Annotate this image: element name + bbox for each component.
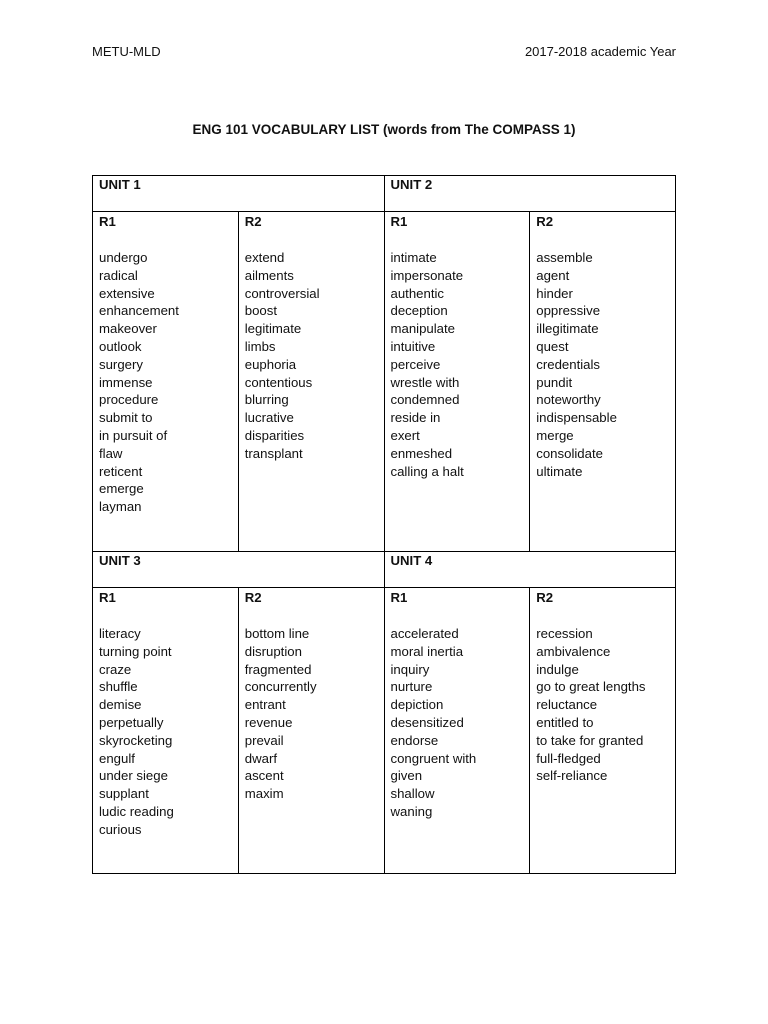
vocab-word: boost xyxy=(244,303,278,319)
vocab-word: layman xyxy=(99,499,142,515)
word-list xyxy=(99,249,238,516)
vocab-word: perceive xyxy=(390,356,441,372)
vocab-word: emerge xyxy=(99,481,144,497)
vocab-word: endorse xyxy=(390,732,439,748)
vocab-word: hinder xyxy=(536,285,573,301)
vocab-word: makeover xyxy=(99,321,157,337)
vocab-word: concurrently xyxy=(244,679,317,695)
unit-words-row xyxy=(93,588,676,874)
vocab-word: merge xyxy=(536,427,574,443)
vocab-word: assemble xyxy=(536,250,593,265)
reading-label: R1 xyxy=(99,214,116,229)
vocab-word: waning xyxy=(390,803,433,819)
unit-label: UNIT 2 xyxy=(390,177,433,192)
word-list xyxy=(536,249,675,480)
vocab-word: disparities xyxy=(244,427,305,443)
vocab-word: radical xyxy=(99,267,138,283)
vocab-word: oppressive xyxy=(536,303,601,319)
vocab-word: intuitive xyxy=(390,338,436,354)
reading-label: R1 xyxy=(99,590,116,605)
vocab-word: reluctance xyxy=(536,697,598,713)
vocab-word: literacy xyxy=(99,626,141,641)
vocabulary-table xyxy=(92,175,676,874)
vocab-word: accelerated xyxy=(390,626,459,641)
vocab-word: ascent xyxy=(244,768,284,784)
vocab-word: bottom line xyxy=(244,626,310,641)
word-list xyxy=(245,625,384,803)
vocab-word: congruent with xyxy=(390,750,477,766)
unit-3-r1-cell xyxy=(93,588,239,874)
vocab-word: lucrative xyxy=(244,410,294,426)
vocab-word: euphoria xyxy=(244,356,297,372)
vocab-word: supplant xyxy=(99,786,149,802)
vocab-word: engulf xyxy=(99,750,135,766)
vocab-word: skyrocketing xyxy=(99,732,173,748)
vocab-word: reside in xyxy=(390,410,441,426)
unit-1-header xyxy=(93,176,385,212)
reading-label: R2 xyxy=(244,590,262,605)
vocab-word: self-reliance xyxy=(536,768,608,784)
vocab-word: fragmented xyxy=(244,661,312,677)
vocab-word: contentious xyxy=(244,374,313,390)
vocab-word: credentials xyxy=(536,356,601,372)
vocab-word: controversial xyxy=(244,285,320,301)
unit-3-header xyxy=(93,552,385,588)
vocab-word: under siege xyxy=(99,768,168,784)
vocab-word: ludic reading xyxy=(99,803,174,819)
reading-label: R1 xyxy=(390,590,408,605)
vocab-word: condemned xyxy=(390,392,460,408)
vocab-word: intimate xyxy=(390,250,437,265)
vocab-word: reticent xyxy=(99,463,143,479)
vocab-word: surgery xyxy=(99,356,143,372)
vocab-word: extensive xyxy=(99,285,155,301)
vocab-word: ultimate xyxy=(536,463,583,479)
vocab-word: depiction xyxy=(390,697,444,713)
unit-header-row xyxy=(93,552,676,588)
vocab-word: maxim xyxy=(244,786,284,802)
unit-1-r2-cell xyxy=(238,212,384,552)
vocab-word: authentic xyxy=(390,285,445,301)
header-left-text: METU-MLD xyxy=(92,44,161,59)
vocab-word: given xyxy=(390,768,423,784)
vocab-word: full-fledged xyxy=(536,750,601,766)
reading-label: R2 xyxy=(536,590,554,605)
word-list xyxy=(245,249,384,463)
unit-4-header xyxy=(384,552,676,588)
word-list xyxy=(391,249,530,480)
vocab-word: demise xyxy=(99,697,142,713)
vocab-word: curious xyxy=(99,821,142,837)
vocab-word: pundit xyxy=(536,374,573,390)
vocab-word: indispensable xyxy=(536,410,617,426)
vocab-word: agent xyxy=(536,267,570,283)
vocab-word: turning point xyxy=(99,643,172,659)
unit-label: UNIT 4 xyxy=(390,553,433,568)
unit-4-r1-cell xyxy=(384,588,530,874)
vocab-word: go to great lengths xyxy=(536,679,646,695)
vocab-word: revenue xyxy=(244,714,293,730)
vocab-word: ambivalence xyxy=(536,643,611,659)
vocab-word: legitimate xyxy=(244,321,302,337)
unit-1-r1-cell xyxy=(93,212,239,552)
vocab-word: desensitized xyxy=(390,714,464,730)
vocab-word: impersonate xyxy=(390,267,464,283)
vocab-word: shallow xyxy=(390,786,435,802)
word-list xyxy=(99,625,238,839)
vocab-word: craze xyxy=(99,661,132,677)
document-title: ENG 101 VOCABULARY LIST (words from The COMPASS 1) xyxy=(192,122,576,137)
vocab-word: entitled to xyxy=(536,714,594,730)
vocab-word: extend xyxy=(244,250,285,265)
unit-label: UNIT 3 xyxy=(99,553,141,568)
unit-4-r2-cell xyxy=(530,588,676,874)
vocab-word: outlook xyxy=(99,338,142,354)
unit-words-row xyxy=(93,212,676,552)
vocab-word: perpetually xyxy=(99,714,164,730)
vocab-word: nurture xyxy=(390,679,433,695)
unit-2-r2-cell xyxy=(530,212,676,552)
vocab-word: recession xyxy=(536,626,593,641)
vocab-word: consolidate xyxy=(536,445,603,461)
vocab-word: enhancement xyxy=(99,303,179,319)
vocab-word: deception xyxy=(390,303,448,319)
vocab-word: to take for granted xyxy=(536,732,644,748)
vocab-word: indulge xyxy=(536,661,579,677)
header-right-text: 2017-2018 academic Year xyxy=(524,44,676,59)
vocab-word: calling a halt xyxy=(390,463,464,479)
unit-2-header xyxy=(384,176,676,212)
vocab-word: ailments xyxy=(244,267,294,283)
unit-3-r2-cell xyxy=(238,588,384,874)
vocab-word: shuffle xyxy=(99,679,138,695)
vocab-word: prevail xyxy=(244,732,284,748)
reading-label: R1 xyxy=(390,214,408,229)
vocab-word: moral inertia xyxy=(390,643,464,659)
unit-header-row xyxy=(93,176,676,212)
vocab-word: blurring xyxy=(244,392,289,408)
vocab-word: entrant xyxy=(244,697,286,713)
vocab-word: immense xyxy=(99,374,153,390)
vocab-word: inquiry xyxy=(390,661,430,677)
vocab-word: in pursuit of xyxy=(99,427,168,443)
reading-label: R2 xyxy=(244,214,262,229)
vocab-word: enmeshed xyxy=(390,445,453,461)
word-list xyxy=(536,625,675,785)
vocab-word: noteworthy xyxy=(536,392,601,408)
vocab-word: undergo xyxy=(99,250,148,265)
unit-label: UNIT 1 xyxy=(99,177,141,192)
vocab-word: procedure xyxy=(99,392,159,408)
vocab-word: wrestle with xyxy=(390,374,460,390)
vocab-word: illegitimate xyxy=(536,321,599,337)
vocab-word: disruption xyxy=(244,643,302,659)
vocab-word: manipulate xyxy=(390,321,456,337)
reading-label: R2 xyxy=(536,214,554,229)
vocab-word: exert xyxy=(390,427,420,443)
vocab-word: dwarf xyxy=(244,750,277,766)
vocab-word: quest xyxy=(536,338,569,354)
vocab-word: transplant xyxy=(244,445,303,461)
vocab-word: submit to xyxy=(99,410,153,426)
vocab-word: limbs xyxy=(244,338,276,354)
unit-2-r1-cell xyxy=(384,212,530,552)
vocab-word: flaw xyxy=(99,445,123,461)
word-list xyxy=(391,625,530,821)
